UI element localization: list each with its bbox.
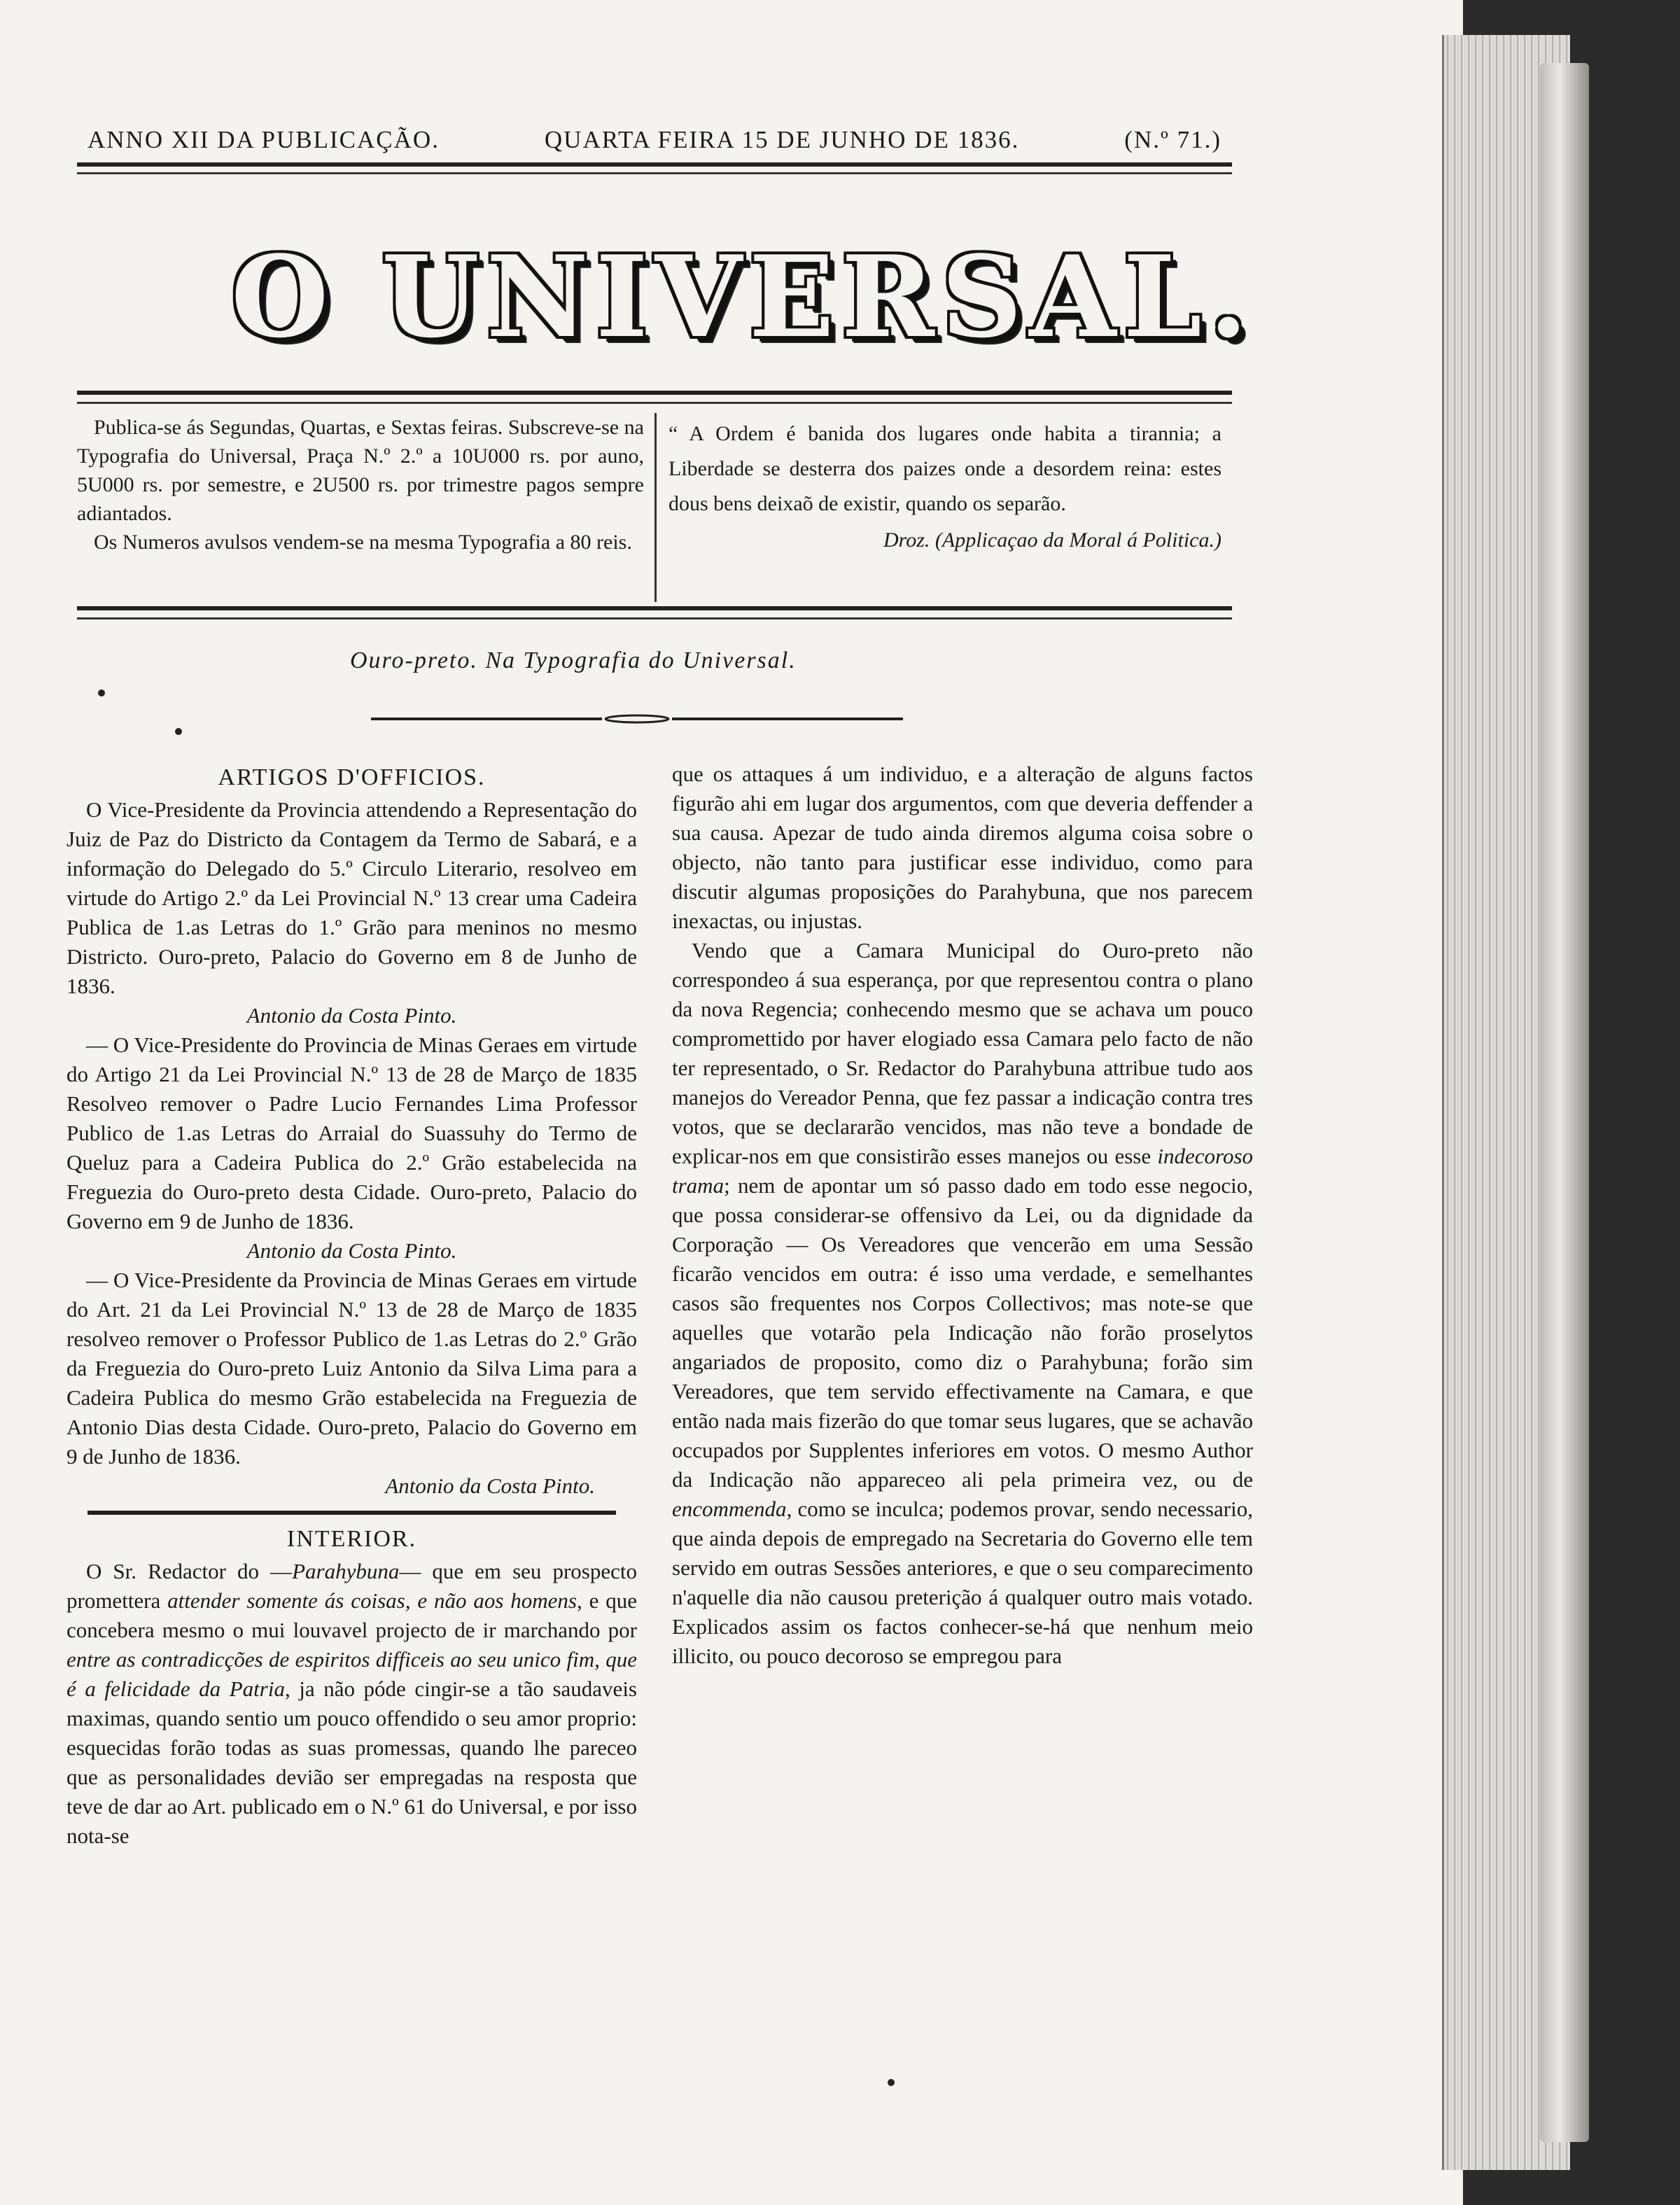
official-article-3: — O Vice-Presidente da Provincia de Minas Geraes em virtude do Art. 21 da Lei Provincial N.º 13 de 28 de Março de 1835 resolveo remover o Professor Publico de 1.as Letras do 2.º Grão da Freguezia do Ouro-preto Luiz Antonio da Silva Lima para a Cadeira Publica do mesmo Grão estabelecida na Freguezia de Antonio Dias desta Cidade. Ouro-preto, Palacio do Governo em 9 de Junho de 1836.	[66, 1268, 637, 1469]
interior-article: O Sr. Redactor do —Parahybuna— que em seu prospecto promettera attender somente ás coisas, e não aos homens, e que concebera mesmo o mui louvavel projecto de ir marchando por entre as contradicções de espiritos difficeis ao seu unico fim, que é a felicidade da Patria, ja não póde cingir-se a tão saudaveis maximas, quando sentio um pouco offendido o seu amor proprio: esquecidas forão todas as suas promessas, quando lhe pareceo que as personalidades devião ser empregadas na resposta que teve de dar ao Art. publicado em o N.º 61 do Universal, e por isso nota-se	[66, 1559, 637, 1848]
header-rule-thin	[77, 172, 1232, 174]
publication-year: ANNO XII DA PUBLICAÇÃO.	[88, 126, 440, 153]
subscription-info	[77, 413, 657, 602]
signature-2: Antonio da Costa Pinto.	[246, 1238, 457, 1263]
signature-3: Antonio da Costa Pinto.	[385, 1474, 595, 1498]
signature-1: Antonio da Costa Pinto.	[246, 1003, 457, 1028]
section-rule	[88, 1511, 616, 1515]
imprint-line: Ouro-preto. Na Typografia do Universal.	[350, 648, 797, 673]
interior-paragraph-2: Vendo que a Camara Municipal do Ouro-preto não correspondeo á sua esperança, por que representou contra o plano da nova Regencia; conhecendo mesmo que se achava um pouco compromettido por haver elogiado essa Camara pelo facto de não ter representado, o Sr. Redactor do Parahybuna attribue tudo aos manejos do Vereador Penna, que fez passar a indicação contra tres votos, que se declararão vencidos, mas não teve a bondade de explicar-nos em que consistirão esses manejos ou esse indecoroso trama; nem de apontar um só passo dado em todo esse negocio, que possa considerar-se offensivo da Lei, ou da dignidade da Corporação — Os Vereadores que vencerão em uma Sessão ficarão vencidos em outra: é isso uma verdade, e semelhantes casos são frequentes nos Corpos Collectivos; mas note-se que aquelles que votarão pela Indicação não forão proselytos angariados de proposito, como diz o Parahybuna; forão sim Vereadores, que tem servido effectivamente na Camara, e que então nada mais fizerão do que tomar seus lugares, que se achavão occupados por Supplentes inferiores em votos. O mesmo Author da Indicação não appareceo ali pela primeira vez, ou de encommenda, como se inculca; podemos provar, sendo necessario, que ainda depois de empregado na Secretaria do Governo elle tem servido em outras Sessões anteriores, e que o seu comparecimento n'aquelle dia não causou preterição á qualquer outro mais votado. Explicados assim os factos conhecer-se-há que nenhum meio illicito, ou pouco decoroso se empregou para	[672, 938, 1254, 1668]
issue-date: QUARTA FEIRA 15 DE JUNHO DE 1836.	[544, 126, 1020, 153]
header-rule	[77, 162, 1232, 167]
imprint-rule-thin	[77, 617, 1232, 620]
issue-number: (N.º 71.)	[1124, 126, 1222, 153]
ink-speck	[888, 2079, 895, 2086]
subscription-text: Publica-se ás Segundas, Quartas, e Sextas feiras. Subscreve-se na Typografia do Universal, Praça N.º 2.º a 10U000 rs. por auno, 5U000 rs. por semestre, e 2U500 rs. por trimestre pagos sempre adiantados.	[77, 416, 644, 525]
left-column	[66, 763, 637, 1851]
motto-quote: “ A Ordem é banida dos lugares onde habita a tirannia; a Liberdade se desterra dos paizes onde a desordem reina: estes dous bens deixaõ de existir, quando os separão.	[668, 422, 1222, 515]
right-column	[672, 760, 1253, 1671]
motto-source: Droz. (Applicaçao da Moral á Politica.)	[883, 528, 1222, 552]
interior-continuation: que os attaques á um individuo, e a alteração de alguns factos figurão ahi em lugar dos argumentos, com que deveria deffender a sua causa. Apezar de tudo ainda diremos alguma coisa sobre o objecto, não tanto para justificar esse individuo, como para discutir algumas proposições do Parahybuna, que nos parecem inexactas, ou injustas.	[672, 762, 1253, 933]
newspaper-title: O UNIVERSAL.	[231, 231, 1255, 363]
masthead-rule-thin	[77, 402, 1232, 404]
issue-header	[88, 126, 1222, 154]
section-title-official: ARTIGOS D'OFFICIOS.	[218, 764, 486, 790]
single-issue-text: Os Numeros avulsos vendem-se na mesma Typografia a 80 reis.	[94, 531, 632, 554]
official-article-2: — O Vice-Presidente do Provincia de Minas Geraes em virtude do Artigo 21 da Lei Provincial N.º 13 de 28 de Março de 1835 Resolveo remover o Padre Lucio Fernandes Lima Professor Publico de 1.as Letras do Arraial do Suassuhy do Termo de Queluz para a Cadeira Publica do 2.º Grão estabelecida na Freguezia do Ouro-preto desta Cidade. Ouro-preto, Palacio do Governo em 9 de Junho de 1836.	[66, 1032, 637, 1233]
book-binding	[1540, 63, 1589, 2142]
official-article-1: O Vice-Presidente da Provincia attendendo a Representação do Juiz de Paz do Districto da Contagem da Termo de Sabará, e a informação do Delegado do 5.º Circulo Literario, resolveo em virtude do Artigo 2.º da Lei Provincial N.º 13 crear uma Cadeira Publica de 1.as Letras do 1.º Grão para meninos no mesmo Districto. Ouro-preto, Palacio do Governo em 8 de Junho de 1836.	[66, 797, 637, 998]
ornamental-divider	[371, 714, 903, 724]
section-title-interior: INTERIOR.	[286, 1526, 417, 1552]
masthead-rule	[77, 391, 1232, 395]
motto-box	[668, 416, 1222, 558]
ink-speck	[98, 690, 105, 696]
imprint-rule	[77, 606, 1232, 610]
ink-speck	[175, 728, 182, 735]
